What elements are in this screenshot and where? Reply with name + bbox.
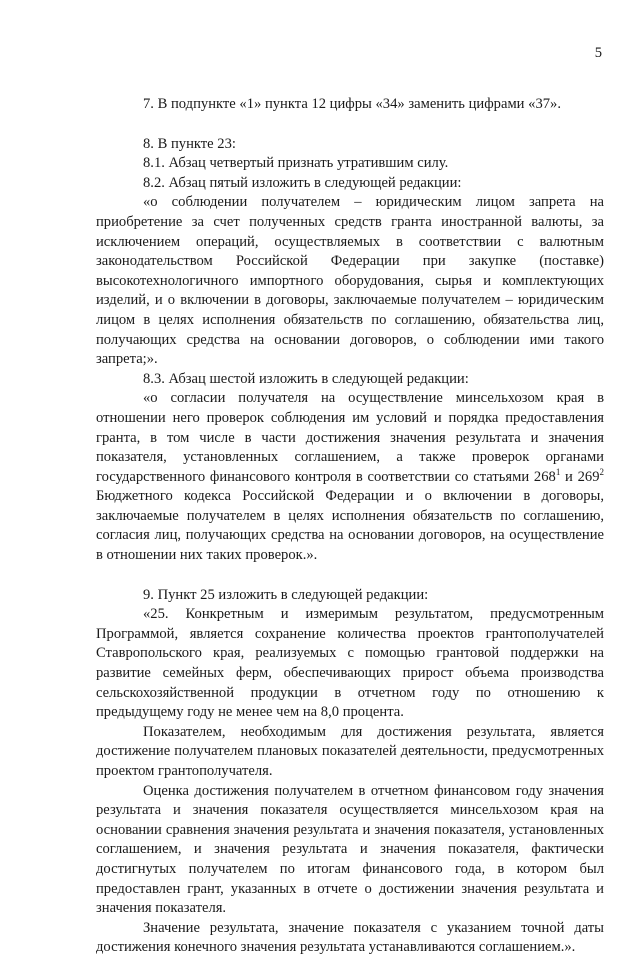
quote-text-part: Бюджетного кодекса Российской Федерации и о включении в договоры, заключаемые получателем в целях исполнения обязательств по соглашению, согласия лиц, получающих средства на основании договоров, на осуществление в отношении них таких проверок.».	[96, 488, 604, 564]
section-9-paragraph-3: Оценка достижения получателем в отчетном финансовом году значения результата и значения показателя осуществляется минсельхозом края на основании сравнения значения результата и значения показателя, установленных соглашением, и значения результата и значения показателя, фактически достигнутых получателем по итогам финансового года, в котором был предоставлен грант, указанных в отчете о достижении значения результата и значения показателя.	[96, 782, 604, 917]
section-8-2-quote: «о соблюдении получателем – юридическим лицом запрета на приобретение за счет полученных средств гранта иностранной валюты, за исключением операций, осуществляемых в соответствии с валютным законодательством Российской Федерации при закупке (поставке) высокотехнологичного импортного оборудования, сырья и комплектующих изделий, и о включении в договоры, заключаемые получателем – юридическим лицом в целях исполнения обязательств по соглашению, обязательства лиц, получающих средства на основании договоров, о соблюдении ими такого запрета;».	[96, 194, 604, 368]
section-9-paragraph-2: Показателем, необходимым для достижения результата, является достижение получателем плановых показателей деятельности, предусмотренных проектом грантополучателя.	[96, 723, 604, 779]
section-7-paragraph: 7. В подпункте «1» пункта 12 цифры «34» заменить цифрами «37».	[143, 96, 561, 112]
quote-text-part: «о согласии получателя на осуществление минсельхозом края в отношении него проверок соблюдения им условий и порядка предоставления гранта, в том числе в части достижения значения результата и значения показателя, установленных соглашением, а также проверок органами государственного финансового контроля в соответствии со статьями 268	[96, 390, 604, 485]
section-8-title: 8. В пункте 23:	[143, 135, 236, 152]
section-8-2-paragraph: 8.2. Абзац пятый изложить в следующей редакции:	[143, 174, 462, 191]
quote-text-part: и 269	[560, 468, 600, 485]
section-9-paragraph-4: Значение результата, значение показателя с указанием точной даты достижения конечного значения результата устанавливаются соглашением.».	[96, 919, 604, 956]
superscript-2: 2	[599, 466, 604, 477]
section-9-paragraph-1: «25. Конкретным и измеримым результатом, предусмотренным Программой, является сохранение количества проектов грантополучателей Ставропольского края, реализуемых с помощью грантовой поддержки на развитие семейных ферм, обеспечивающих прирост объема производства сельскохозяйственной продукции в отчетном году по отношению к предыдущему году не менее чем на 8,0 процента.	[96, 606, 604, 721]
section-8-3-quote	[96, 389, 604, 565]
superscript-1: 1	[555, 466, 561, 477]
section-9-title: 9. Пункт 25 изложить в следующей редакции:	[143, 586, 429, 603]
document-body	[96, 95, 604, 958]
paragraph-gap	[96, 115, 604, 135]
section-8-3-paragraph: 8.3. Абзац шестой изложить в следующей редакции:	[143, 370, 469, 387]
section-8-1-paragraph: 8.1. Абзац четвертый признать утратившим силу.	[143, 155, 449, 172]
paragraph-gap	[96, 566, 604, 586]
page-number: 5	[594, 45, 602, 61]
